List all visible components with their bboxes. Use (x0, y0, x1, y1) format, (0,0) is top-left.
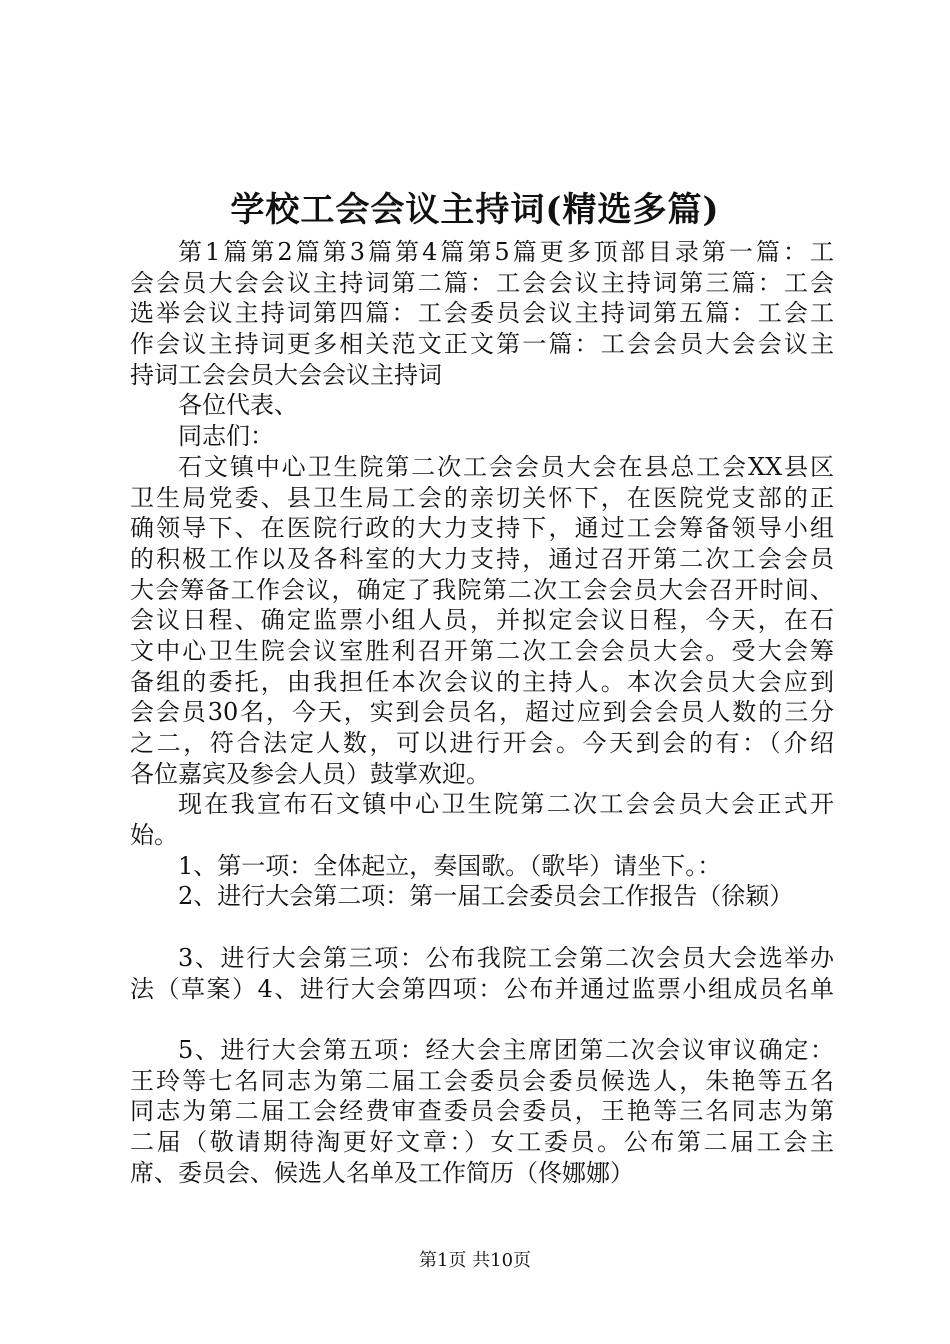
body-line: 3、进行大会第三项：公布我院工会第二次会员大会选举办 (178, 943, 834, 972)
body-line: 2、进行大会第二项：第一届工会委员会工作报告（徐颖） (178, 882, 794, 911)
body-line: 卫生局党委、县卫生局工会的亲切关怀下，在医院党支部的正 (130, 483, 834, 512)
body-line: 备组的委托，由我担任本次会议的主持人。本次会员大会应到 (130, 667, 834, 696)
body-line: 各位嘉宾及参会人员）鼓掌欢迎。 (130, 759, 490, 788)
body-line: 同志为第二届工会经费审查委员会委员，王艳等三名同志为第 (130, 1097, 834, 1126)
body-line: 持词工会会员大会会议主持词 (130, 360, 442, 389)
body-line: 选举会议主持词第四篇：工会委员会议主持词第五篇：工会工 (130, 299, 834, 328)
blank-line (130, 1004, 834, 1035)
document-title: 学校工会会议主持词(精选多篇) (230, 190, 720, 230)
body-line: 1、第一项：全体起立，奏国歌。（歌毕）请坐下。： (178, 851, 722, 880)
body-line: 会议日程、确定监票小组人员，并拟定会议日程，今天，在石 (130, 606, 834, 635)
body-line: 二届（敬请期待淘更好文章：）女工委员。公布第二届工会主 (130, 1127, 834, 1156)
body-line: 作会议主持词更多相关范文正文第一篇：工会会员大会会议主 (130, 330, 834, 359)
body-line: 会会员大会会议主持词第二篇：工会会议主持词第三篇：工会 (130, 268, 834, 297)
body-line: 法（草案）4、进行大会第四项：公布并通过监票小组成员名单 (130, 974, 834, 1003)
body-line: 石文镇中心卫生院第二次工会会员大会在县总工会XX县区 (178, 452, 834, 481)
body-line: 王玲等七名同志为第二届工会委员会委员候选人，朱艳等五名 (130, 1066, 834, 1095)
page-footer: 第1页 共10页 (418, 1250, 532, 1271)
body-line: 现在我宣布石文镇中心卫生院第二次工会会员大会正式开 (178, 790, 834, 819)
body-line: 席、委员会、候选人名单及工作简历（佟娜娜） (130, 1158, 634, 1187)
blank-line (130, 912, 834, 943)
body-line: 始。 (130, 821, 178, 850)
body-line: 5、进行大会第五项：经大会主席团第二次会议审议确定： (178, 1035, 834, 1064)
body-line: 文中心卫生院会议室胜利召开第二次工会会员大会。受大会筹 (130, 636, 834, 665)
body-line: 之二，符合法定人数，可以进行开会。今天到会的有：（介绍 (130, 729, 834, 757)
document-body (130, 237, 834, 1188)
body-line: 确领导下、在医院行政的大力支持下，通过工会筹备领导小组 (130, 514, 834, 543)
body-line: 各位代表、 (178, 391, 298, 420)
body-line: 同志们： (178, 422, 274, 451)
body-line: 的积极工作以及各科室的大力支持，通过召开第二次工会会员 (130, 544, 834, 573)
body-line: 会会员30名，今天，实到会员名，超过应到会会员人数的三分 (130, 698, 834, 727)
body-line: 大会筹备工作会议，确定了我院第二次工会会员大会召开时间、 (130, 575, 834, 604)
body-line: 第1篇第2篇第3篇第4篇第5篇更多顶部目录第一篇：工 (178, 238, 834, 266)
